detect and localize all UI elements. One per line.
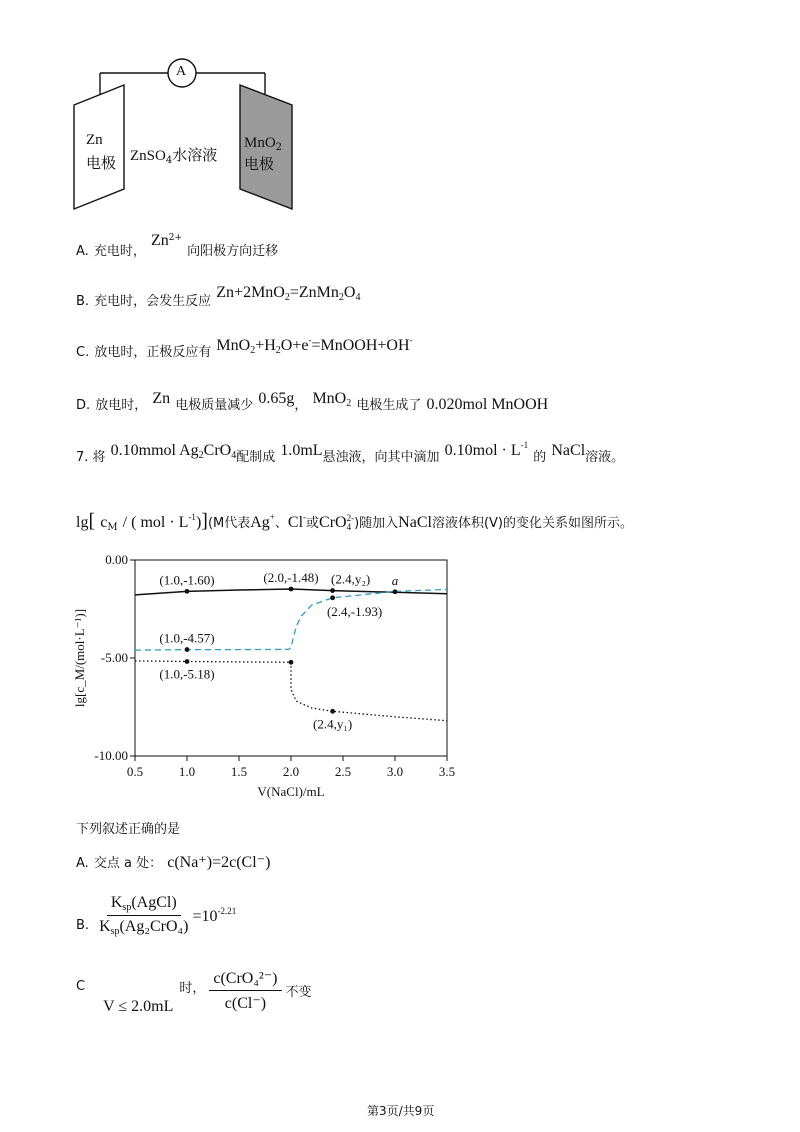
y-tick-label: 0.00 [105,552,128,567]
data-point-label: (2.0,-1.48) [263,570,319,586]
y-tick-label: -10.00 [94,748,128,763]
data-point-label: (2.4,y₂) [330,571,371,587]
mno2-electrode-label: MnO$_2$ 电极 [244,135,283,173]
x-tick-label: 3.5 [438,764,456,779]
option-c-q7: C V ≤ 2.0mL 时， $\frac{\text{c(CrO₄²⁻)}}{c(Cl^-)}$ 不变 [76,970,312,1015]
option-a-q7: A. 交点 a 处： c(Na⁺)=2c(Cl⁻) [76,854,271,871]
option-a-q6: A. 充电时， $Zn^{2+}$ 向阳极方向迁移 [76,232,279,259]
option-b-q6: B. 充电时，会发生反应 $Zn+2MnO_2=ZnMn_2O_4$ [76,284,361,309]
x-axis-label: V(NaCl)/mL [257,784,325,799]
y-tick-label: -5.00 [100,650,128,665]
q7-question: 下列叙述正确的是 [76,822,181,837]
data-point [185,647,190,652]
x-tick-label: 2.0 [282,764,300,779]
ammeter-label: A [176,64,187,79]
page-footer: 第3页/共9页 [367,1104,435,1118]
electrolyte-label: ZnSO$_4$水溶液 [130,146,218,166]
data-point [289,660,294,665]
option-c-q6: C. 放电时，正极反应有 $MnO_2+H_2O+e^-=MnOOH+OH^-$ [76,335,413,360]
data-point-label: (2.4,y₁) [312,716,353,732]
zn-electrode-label-line2: 电极 [86,154,117,172]
data-point-label: (1.0,-5.18) [159,666,215,682]
q7-stem-line2: lg[ $c_M$ / ( mol · $L^{-1})](M$代表Ag+、Cl-或CrO 2- 4 )随加入NaCl溶液体积(V)的变化关系如图所示。 [76,510,633,533]
option-b-q7: B. $\frac{K_{sp}(AgCl)}{K_{sp}(Ag_2CrO_4)}$ $=10^{-2.21}$ [76,894,237,937]
data-point [330,595,335,600]
x-tick-label: 1.5 [230,764,248,779]
x-tick-label: 2.5 [334,764,352,779]
data-point-label: a [391,572,399,588]
x-tick-label: 1.0 [178,764,196,779]
data-point [289,587,294,592]
option-d-q6: D. 放电时， Zn 电极质量减少 0.65g， MnO$_2$ 电极生成了 0.020mol MnOOH [76,390,549,413]
data-point [185,659,190,664]
lg-concentration-chart [60,548,480,818]
data-point [330,588,335,593]
data-point [185,589,190,594]
x-tick-label: 0.5 [126,764,144,779]
data-point-label: (1.0,-4.57) [159,630,215,646]
y-axis-label: lg[c_M/(mol·L⁻¹)] [72,608,87,708]
data-point [393,589,398,594]
data-point-label: (2.4,-1.93) [326,603,383,619]
data-point-label: (1.0,-1.60) [159,572,215,588]
data-point [330,709,335,714]
zn-electrode-label-line1: Zn [86,132,103,148]
x-tick-label: 3.0 [386,764,404,779]
q7-stem: 7. 将 0.10mmol $Ag_2CrO_4$配制成 1.0mL悬浊液，向其中滴加 $0.10mol \cdot L^{-1}$ 的 NaCl溶液。 [76,440,625,465]
